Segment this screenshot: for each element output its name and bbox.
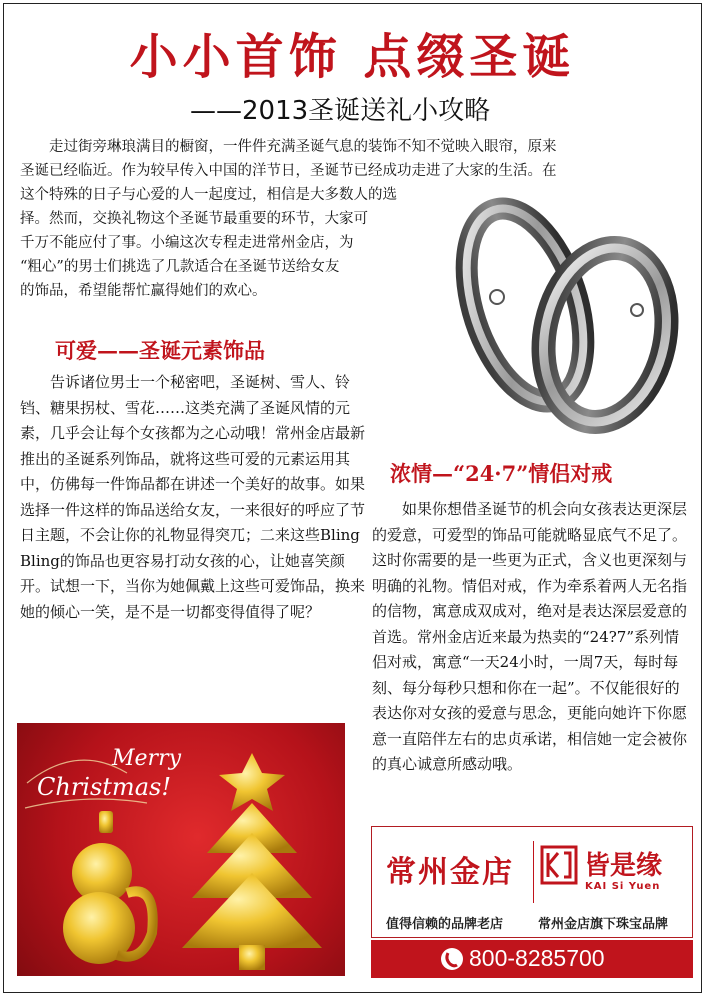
sub-brand-name: 皆是缘 xyxy=(584,851,663,881)
couple-rings-image xyxy=(455,185,690,435)
intro-line: 择。然而，交换礼物这个圣诞节最重要的环节，大家可 xyxy=(20,211,368,227)
brand-ad xyxy=(371,826,693,978)
merry-text: Merry xyxy=(112,746,182,771)
intro-line: 圣诞已经临近。作为较早传入中国的洋节日，圣诞节已经成功走进了大家的生活。在 xyxy=(20,163,557,179)
section-heading-rings: 浓情—“24·7”情侣对戒 xyxy=(390,461,613,486)
intro-line: 走过街旁琳琅满目的橱窗，一件件充满圣诞气息的装饰不知不觉映入眼帘，原来 xyxy=(49,139,557,155)
section-body-cute xyxy=(20,370,365,625)
intro-line: 这个特殊的日子与心爱的人一起度过，相信是大多数人的选 xyxy=(20,187,397,203)
christmas-jewelry-image xyxy=(17,723,345,976)
slogan-right: 常州金店旗下珠宝品牌 xyxy=(538,917,669,932)
page-title: 小小首饰 点缀圣诞 xyxy=(129,29,576,85)
christmas-text: Christmas! xyxy=(37,773,171,801)
intro-line: 的饰品，希望能帮忙赢得她们的欢心。 xyxy=(20,283,267,299)
page-subtitle: ——2013圣诞送礼小攻略 xyxy=(190,96,491,126)
intro-line: 千万不能应付了事。小编这次专程走进常州金店，为 xyxy=(20,235,354,251)
phone-icon xyxy=(441,948,463,970)
snowman-pendant xyxy=(63,811,153,964)
phone-number[interactable]: 800-8285700 xyxy=(469,945,605,971)
section-heading-cute: 可爱——圣诞元素饰品 xyxy=(55,338,265,363)
section-body-text: 如果你想借圣诞节的机会向女孩表达更深层的爱意，可爱型的饰品可能就略显底气不足了。这时你需要的是一些更为正式，含义也更深刻与明确的礼物。情侣对戒，作为牵系着两人无名指的信物，寓意成双成对，绝对是表达深层爱意的首选。常州金店近来最为热卖的“24?7”系列情侣对戒，寓意“一天24小时，一周7天，每时每刻、每分每秒只想和你在一起”。不仅能很好的表达你对女孩的爱意与思念，更能向她许下你愿意一直陪伴左右的忠贞承诺，相信她一定会被你的真心诚意所感动哦。 xyxy=(372,500,688,773)
section-body-text: 告诉诸位男士一个秘密吧，圣诞树、雪人、铃铛、糖果拐杖、雪花……这类充满了圣诞风情的元素，几乎会让每个女孩都为之心动哦！常州金店最新推出的圣诞系列饰品，就将这些可爱的元素运用其中，仿佛每一件饰品都在讲述一个美好的故事。如果选择一件这样的饰品送给女友，一来很好的呼应了节日主题，不会让你的礼物显得突兀；二来这些Bling Bling的饰品也更容易打动女孩的心，让她喜笑颜开。试想一下，当你为她佩戴上这些可爱饰品，换来她的倾心一笑，是不是一切都变得值得了呢？ xyxy=(20,373,366,621)
section-body-rings xyxy=(372,497,690,778)
brand-divider xyxy=(533,841,534,903)
kaisiyuen-logo-icon xyxy=(540,845,578,885)
brand-logo-text: 常州金店 xyxy=(386,855,514,890)
slogan-left: 值得信赖的品牌老店 xyxy=(386,917,504,932)
sub-brand-english: KAI Si Yuen xyxy=(585,881,661,892)
intro-line: “粗心”的男士们挑选了几款适合在圣诞节送给女友 xyxy=(20,259,340,275)
phone-bar xyxy=(371,940,693,978)
tree-pendant xyxy=(182,753,322,970)
brand-panel xyxy=(371,826,693,938)
